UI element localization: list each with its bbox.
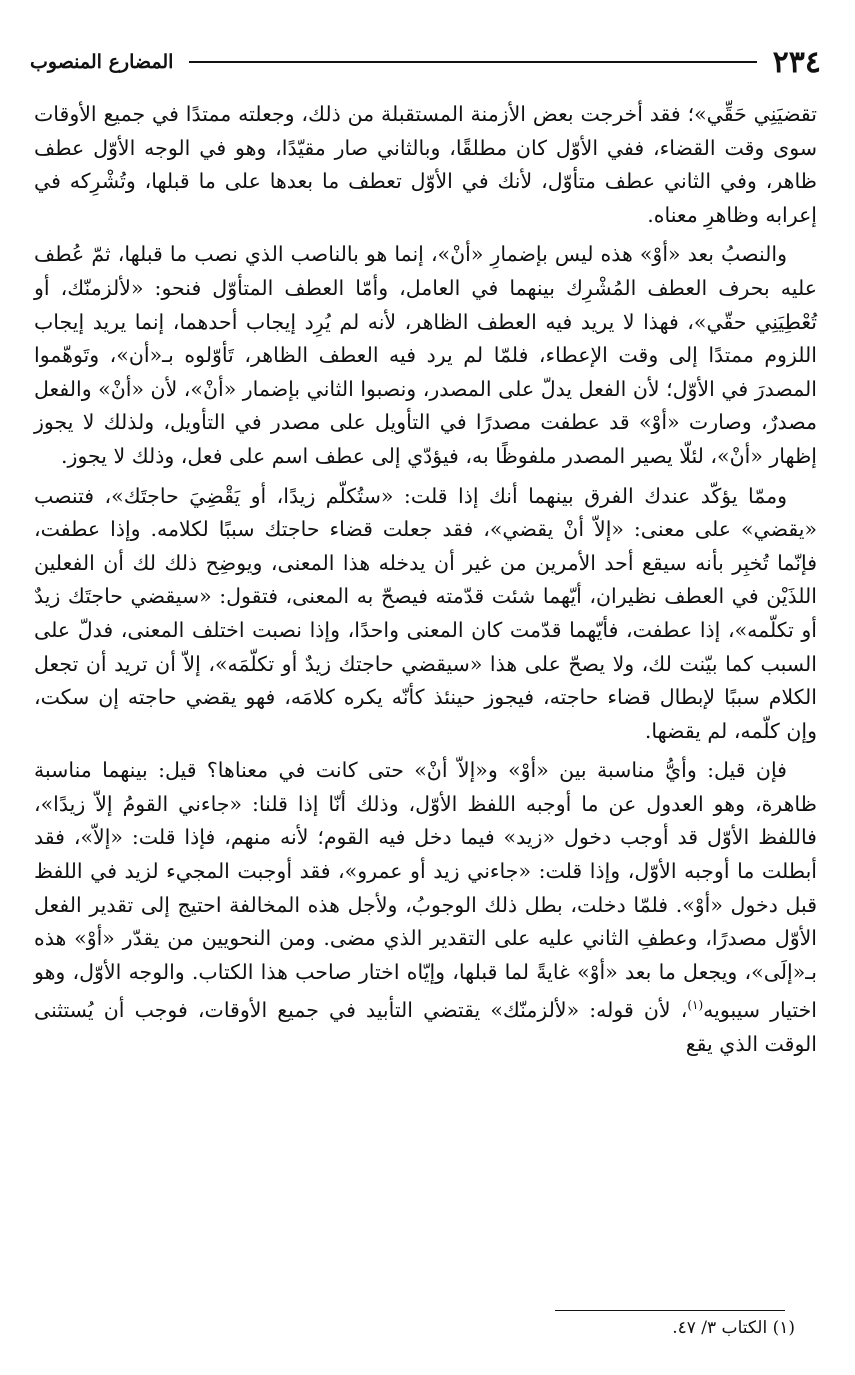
header-rule [189,61,756,63]
footnote-number: (١) [772,1318,795,1338]
paragraph-2: والنصبُ بعد «أوْ» هذه ليس بإضمارِ «أنْ»، إنما هو بالناصب الذي نصب ما قبلها، ثمّ عُطف عليه بحرف العطف المُشْرِك بينهما في العامل، وأمّا العطف المتأوّل فنحو: «لألزمنّك، أو تُعْطِيَنِي حقّي»، فهذا لا يريد فيه العطف الظاهر، لأنه لم يُرِد إيجاب أحدهما، إنما يريد إيجاب اللزوم ممتدًا إلى وقت الإعطاء، فلمّا لم يرد فيه العطف الظاهر، تَأوّلوه بـ«أن»، وتَوهّموا المصدرَ في الأوّل؛ لأن الفعل يدلّ على المصدر، ونصبوا الثاني بإضمار «أنْ»، لأن «أنْ» والفعل مصدرٌ، وصارت «أوْ» قد عطفت مصدرًا في التأويل على مصدر في التأويل، ولذلك لا يجوز إظهار «أنْ»، لئلّا يصير المصدر ملفوظًا به، فيؤدّي إلى عطف اسم على فعل، وذلك لا يجوز. [34,242,817,468]
body-text [34,98,817,1067]
page-header [30,42,821,82]
paragraph-3: وممّا يؤكّد عندك الفرق بينهما أنك إذا قلت: «ستُكلّم زيدًا، أو يَقْضِيَ حاجتَك»، فتنصب «يقضي» على معنى: «إلاّ أنْ يقضي»، فقد جعلت قضاء حاجتك سببًا لكلامه. وإذا عطفت، فإنّما تُخبِر بأنه سيقع أحد الأمرين من غير أن يدخله هذا المعنى، ويوضِح ذلك لك أن الفعلين اللذَيْن في العطف نظيران، أيّهما شئت قدّمته فيصحّ به المعنى، فتقول: «سيقضي حاجتَك زيدٌ أو تكلّمه»، إذا عطفت، فأيّهما قدّمت كان المعنى واحدًا، وإذا نصبت اختلف المعنى، فدلّ على السبب كما بيّنت لك، ولا يصحّ على هذا «سيقضي حاجتك زيدٌ أو تكلّمَه»، إلاّ أن تريد أن تجعل الكلام سببًا لإبطال قضاء حاجته، فيجوز حينئذ كأنّه يكره كلامَه، فهو يقضي حاجته إن سكت، وإن كلّمه، لم يقضها. [34,483,817,743]
footnote-reference: (١) [687,998,704,1013]
running-title: المضارع المنصوب [30,51,174,73]
footnote [40,1318,795,1338]
footnote-separator [555,1310,785,1311]
paragraph-4 [34,754,817,1061]
footnote-text: الكتاب ٣/ ٤٧. [672,1318,768,1338]
paragraph-1: تقضيَنِي حَقِّي»؛ فقد أخرجت بعض الأزمنة المستقبلة من ذلك، وجعلته ممتدًا في جميع الأوقات سوى وقت القضاء، ففي الأوّل كان مطلقًا، وبالثاني صار مقيّدًا، وهو في الوجه الأوّل عطف ظاهر، وفي الثاني عطف متأوّل، لأنك في الأوّل تعطف ما بعدها على ما قبلها، وتُشْرِكه في إعرابه وظاهرِ معناه. [34,102,817,227]
paragraph-4-continuation: ، لأن قوله: «لألزمنّك» يقتضي التأبيد في جميع الأوقات، فوجب أن يُستثنى الوقت الذي يقع [34,998,817,1056]
page-number: ٢٣٤ [772,44,821,80]
paragraph-4-text: فإن قيل: وأيُّ مناسبة بين «أوْ» و«إلاّ أنْ» حتى كانت في معناها؟ قيل: بينهما مناسبة ظاهرة، وهو العدول عن ما أوجبه اللفظ الأوّل، وذلك أنّا إذا قلنا: «جاءني القومُ إلاّ زيدًا»، فاللفظ الأوّل قد أوجب دخول «زيد» فيما دخل فيه القوم؛ لأنه منهم، فإذا قلت: «إلاّ»، فقد أبطلت ما أوجبه الأوّل، وإذا قلت: «جاءني زيد أو عمرو»، فقد أوجبت المجيء لزيد في اللفظ قبل دخول «أوْ». فلمّا دخلت، بطل ذلك الوجوبُ، ولأجل هذه المخالفة احتيج إلى تقدير الفعل الأوّل مصدرًا، وعطفِ الثاني عليه على التقدير الذي مضى. ومن النحويين من يقدّر «أوْ» هذه بـ«إلَى»، ويجعل ما بعد «أوْ» غايةً لما قبلها، وإيّاه اختار صاحب هذا الكتاب. والوجه الأوّل، وهو اختيار سيبويه [34,758,817,1023]
